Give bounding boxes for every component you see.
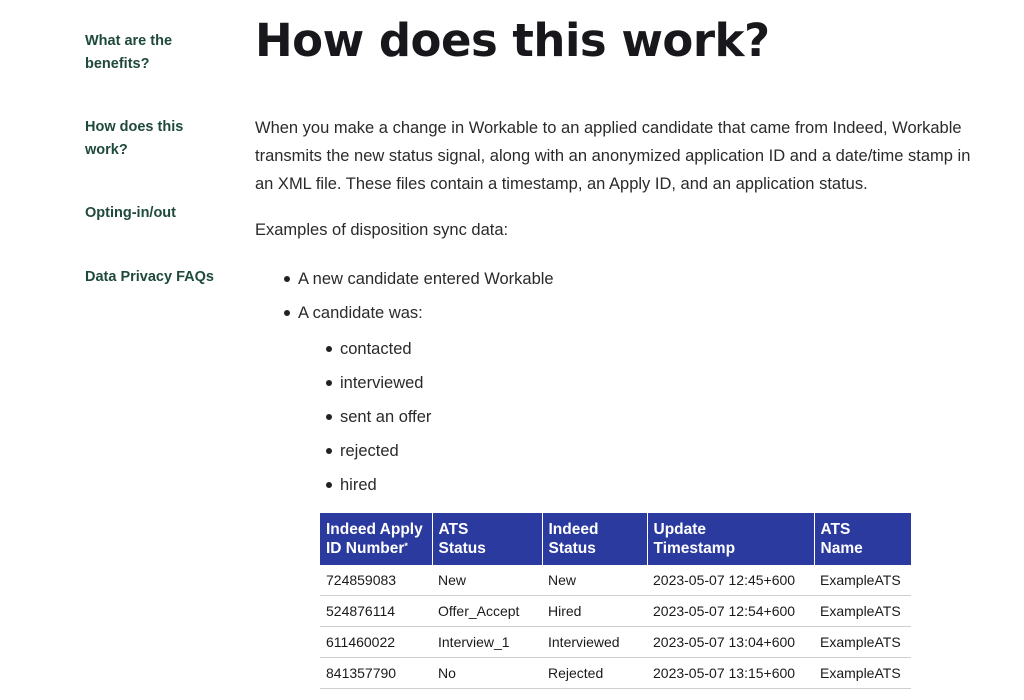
table-cell: ExampleATS	[814, 596, 911, 627]
table-cell: New	[432, 565, 542, 596]
intro-paragraph: When you make a change in Workable to an applied candidate that came from Indeed, Workable transmits the new status signal, along with an anonymized application ID and a date/time stamp in an XML file. These files contain a timestamp, an Apply ID, and an application status.	[255, 119, 971, 193]
list-item-text: A new candidate entered Workable	[298, 270, 554, 288]
nav-link-privacy-faqs[interactable]: Data Privacy FAQs	[85, 269, 214, 285]
column-header: ATS Name	[814, 513, 911, 565]
bullet-dot-icon	[326, 414, 332, 420]
table-cell: Hired	[542, 596, 647, 627]
sub-list-item-text: contacted	[340, 340, 412, 358]
bullet-dot-icon	[284, 276, 290, 282]
nav-link-opting[interactable]: Opting-in/out	[85, 205, 176, 221]
list-item	[298, 301, 423, 325]
sub-list-item	[340, 337, 412, 361]
table-cell: 841357790	[320, 658, 432, 689]
table-cell: No	[432, 658, 542, 689]
table-cell: 2023-05-07 13:04+600	[647, 627, 814, 658]
table-cell: 2023-05-07 12:45+600	[647, 565, 814, 596]
table-row	[320, 596, 911, 627]
table-cell: 2023-05-07 13:15+600	[647, 658, 814, 689]
table-cell: Interview_1	[432, 627, 542, 658]
table-cell: ExampleATS	[814, 627, 911, 658]
nav-link-how-it-works[interactable]: How does this work?	[85, 119, 184, 158]
sub-list-item	[340, 371, 423, 395]
nav-link-benefits[interactable]: What are the benefits?	[85, 33, 173, 72]
table-cell: 2023-05-07 12:54+600	[647, 596, 814, 627]
sub-list-item-text: hired	[340, 476, 377, 494]
sub-list-item	[340, 473, 377, 497]
column-header: ATS Status	[432, 513, 542, 565]
footnote-mark: *	[404, 541, 408, 551]
table-cell: 724859083	[320, 565, 432, 596]
sub-list-item-text: sent an offer	[340, 408, 432, 426]
list-item-text: A candidate was:	[298, 304, 423, 322]
bullet-dot-icon	[326, 380, 332, 386]
bullet-dot-icon	[326, 346, 332, 352]
bullet-dot-icon	[284, 310, 290, 316]
table-row	[320, 627, 911, 658]
examples-heading: Examples of disposition sync data:	[255, 221, 509, 239]
table-cell: Offer_Accept	[432, 596, 542, 627]
column-header: Indeed Status	[542, 513, 647, 565]
column-header: Indeed Apply ID Number*	[320, 513, 432, 565]
table-row	[320, 658, 911, 689]
table-cell: 611460022	[320, 627, 432, 658]
column-header: Update Timestamp	[647, 513, 814, 565]
sub-list-item	[340, 405, 431, 429]
list-item	[298, 267, 554, 291]
sub-list-item	[340, 439, 399, 463]
sub-list-item-text: interviewed	[340, 374, 424, 392]
sub-list-item-text: rejected	[340, 442, 399, 460]
disposition-data-table	[320, 513, 911, 689]
table-cell: ExampleATS	[814, 658, 911, 689]
bullet-dot-icon	[326, 448, 332, 454]
bullet-dot-icon	[326, 482, 332, 488]
table-cell: ExampleATS	[814, 565, 911, 596]
table-row	[320, 565, 911, 596]
table-cell: Rejected	[542, 658, 647, 689]
table-header-row	[320, 513, 911, 565]
table-cell: New	[542, 565, 647, 596]
table-cell: Interviewed	[542, 627, 647, 658]
table-cell: 524876114	[320, 596, 432, 627]
page-title: How does this work?	[255, 14, 770, 67]
